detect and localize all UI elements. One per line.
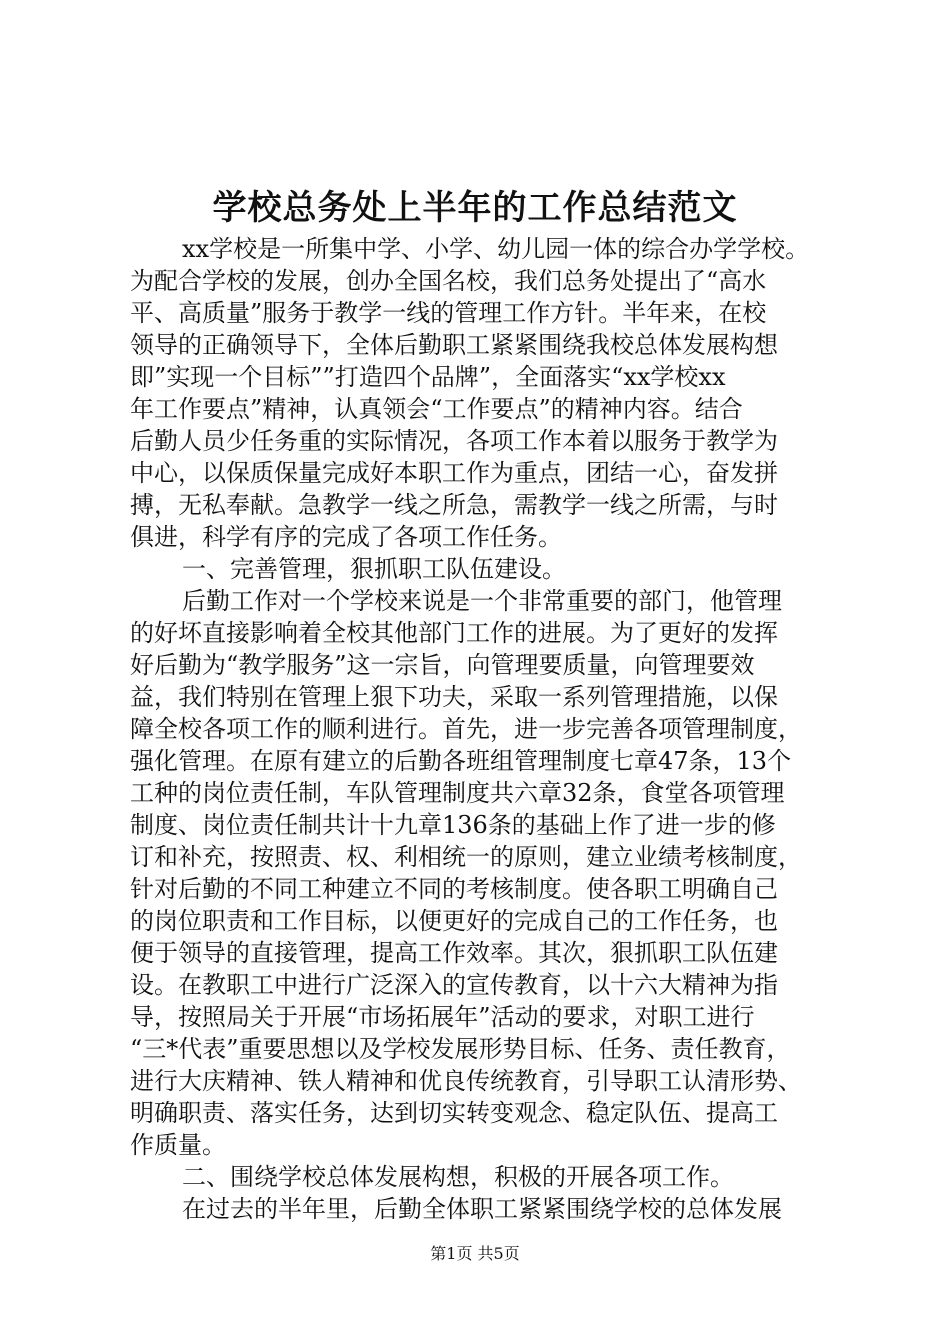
text-line: 领导的正确领导下，全体后勤职工紧紧围绕我校总体发展构想 <box>130 331 778 359</box>
text-line: 平、高质量”服务于教学一线的管理工作方针。半年来，在校 <box>130 299 767 327</box>
text-line: 中心，以保质保量完成好本职工作为重点，团结一心，奋发拼 <box>130 459 778 487</box>
text-line: 障全校各项工作的顺利进行。首先，进一步完善各项管理制度， <box>130 715 802 743</box>
text-line: 在过去的半年里，后勤全体职工紧紧围绕学校的总体发展 <box>182 1195 782 1223</box>
text-line: 便于领导的直接管理，提高工作效率。其次，狠抓职工队伍建 <box>130 939 778 967</box>
page-number-footer: 第1页 共5页 <box>430 1244 520 1263</box>
text-line: 进行大庆精神、铁人精神和优良传统教育，引导职工认清形势、 <box>130 1067 802 1095</box>
text-line: xx学校是一所集中学、小学、幼儿园一体的综合办学学校。 <box>182 235 810 263</box>
text-line: 设。在教职工中进行广泛深入的宣传教育，以十六大精神为指 <box>130 971 778 999</box>
text-line: 明确职责、落实任务，达到切实转变观念、稳定队伍、提高工 <box>130 1099 778 1127</box>
text-line: 订和补充，按照责、权、利相统一的原则，建立业绩考核制度， <box>130 843 802 871</box>
text-line: 好后勤为“教学服务”这一宗旨，向管理要质量，向管理要效 <box>130 651 755 679</box>
text-line: 导，按照局关于开展“市场拓展年”活动的要求，对职工进行 <box>130 1003 755 1031</box>
text-line: 益，我们特别在管理上狠下功夫，采取一系列管理措施，以保 <box>130 683 778 711</box>
section-heading: 二、围绕学校总体发展构想，积极的开展各项工作。 <box>182 1163 734 1191</box>
text-line: 后勤人员少任务重的实际情况，各项工作本着以服务于教学为 <box>130 427 778 455</box>
text-line: 针对后勤的不同工种建立不同的考核制度。使各职工明确自己 <box>130 875 778 903</box>
document-body <box>130 233 830 1225</box>
text-line: 强化管理。在原有建立的后勤各班组管理制度七章47条，13个 <box>130 747 792 775</box>
text-line: 工种的岗位责任制，车队管理制度共六章32条，食堂各项管理 <box>130 779 785 807</box>
text-line: “三*代表”重要思想以及学校发展形势目标、任务、责任教育， <box>130 1035 791 1063</box>
document-title: 学校总务处上半年的工作总结范文 <box>212 188 738 228</box>
text-line: 制度、岗位责任制共计十九章136条的基础上作了进一步的修 <box>130 811 776 839</box>
text-line: 为配合学校的发展，创办全国名校，我们总务处提出了“高水 <box>130 267 767 295</box>
text-line: 的好坏直接影响着全校其他部门工作的进展。为了更好的发挥 <box>130 619 778 647</box>
text-line: 后勤工作对一个学校来说是一个非常重要的部门，他管理 <box>182 587 782 615</box>
text-line: 俱进，科学有序的完成了各项工作任务。 <box>130 523 562 551</box>
text-line: 搏，无私奉献。急教学一线之所急，需教学一线之所需，与时 <box>130 491 778 519</box>
section-heading: 一、完善管理，狠抓职工队伍建设。 <box>182 555 566 583</box>
text-line: 年工作要点”精神，认真领会“工作要点”的精神内容。结合 <box>130 395 743 423</box>
text-line: 的岗位职责和工作目标，以便更好的完成自己的工作任务，也 <box>130 907 778 935</box>
text-line: 即”实现一个目标””打造四个品牌”，全面落实“xx学校xx <box>130 363 726 391</box>
text-line: 作质量。 <box>130 1131 226 1159</box>
